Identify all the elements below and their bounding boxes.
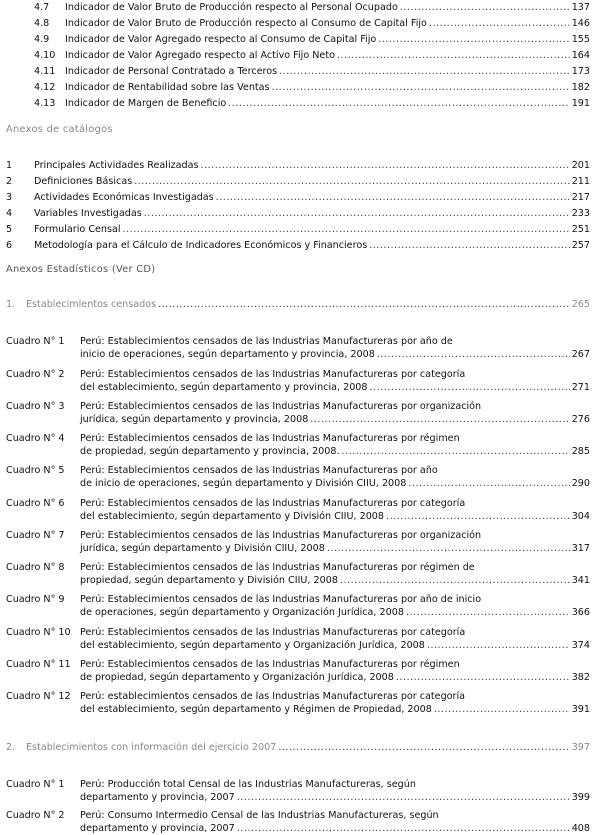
entry-page: 304 <box>571 511 590 522</box>
table-label: Cuadro N° 4 <box>6 433 65 444</box>
table-label: Cuadro N° 5 <box>6 465 65 476</box>
dot-leader <box>434 703 570 716</box>
entry-title-line2: departamento y provincia, 2007 <box>80 823 235 834</box>
entry-title: Principales Actividades Realizadas <box>34 160 199 171</box>
entry-title: Establecimientos censados <box>26 299 157 310</box>
table-label: Cuadro N° 9 <box>6 594 65 605</box>
dot-leader <box>370 381 570 394</box>
entry-title-line1: Perú: Establecimientos censados de las Industrias Manufactureras por régimen <box>80 659 460 670</box>
entry-page: 391 <box>571 704 590 715</box>
entry-title-line2: de propiedad, según departamento y provincia, 2008. <box>80 446 340 457</box>
entry-page: 155 <box>571 34 590 45</box>
dot-leader <box>340 574 570 587</box>
entry-title-line1: Perú: Establecimientos censados de las Industrias Manufactureras por categoría <box>80 369 466 380</box>
entry-title: Indicador de Rentabilidad sobre las Ventas <box>65 82 270 93</box>
entry-title-line1: Perú: Establecimientos censados de las Industrias Manufactureras por año de inicio <box>80 594 482 605</box>
entry-number: 4 <box>6 208 13 219</box>
entry-title-line1: Perú: Establecimientos censados de las Industrias Manufactureras por organización <box>80 530 482 541</box>
entry-title: Establecimientos con información del ejercicio 2007 <box>26 742 277 753</box>
table-label: Cuadro N° 2 <box>6 810 65 821</box>
entry-title: Variables Investigadas <box>34 208 142 219</box>
dot-leader <box>228 97 569 110</box>
entry-title-line1: Perú: Establecimientos censados de las Industrias Manufactureras por año <box>80 465 438 476</box>
entry-number: 2. <box>6 742 16 753</box>
dot-leader <box>377 348 570 361</box>
entry-title: Indicador de Valor Agregado respecto al Activo Fijo Neto <box>65 50 335 61</box>
entry-number: 3 <box>6 192 13 203</box>
dot-leader <box>216 191 570 204</box>
entry-page: 408 <box>571 823 590 834</box>
entry-page: 366 <box>571 607 590 618</box>
entry-number: 2 <box>6 176 13 187</box>
table-label: Cuadro N° 2 <box>6 369 65 380</box>
toc-entry <box>0 81 600 94</box>
entry-title-line2: del establecimiento, según departamento y provincia, 2008 <box>80 382 368 393</box>
entry-title-line2: jurídica, según departamento y División CIIU, 2008 <box>80 543 325 554</box>
dot-leader <box>429 17 570 30</box>
dot-leader <box>158 298 570 311</box>
dot-leader <box>386 510 570 523</box>
entry-number: 4.11 <box>34 66 56 77</box>
entry-page: 290 <box>571 478 590 489</box>
entry-number: 4.8 <box>34 18 50 29</box>
entry-page: 276 <box>571 414 590 425</box>
toc-entry <box>0 159 600 172</box>
entry-title-line2: de inicio de operaciones, según departamento y División CIIU, 2008 <box>80 478 407 489</box>
entry-page: 257 <box>571 240 590 251</box>
toc-section-entry <box>0 741 600 754</box>
entry-title-line1: Perú: Establecimientos censados de las Industrias Manufactureras por categoría <box>80 627 466 638</box>
entry-title-line2: departamento y provincia, 2007 <box>80 792 235 803</box>
dot-leader <box>144 207 570 220</box>
entry-title-line2: propiedad, según departamento y División CIIU, 2008 <box>80 575 338 586</box>
entry-number: 1 <box>6 160 13 171</box>
entry-title-line1: Perú: Establecimientos censados de las Industrias Manufactureras por organización <box>80 401 482 412</box>
toc-entry <box>0 17 600 30</box>
toc-entry <box>0 223 600 236</box>
entry-title-line1: Perú: Establecimientos censados de las Industrias Manufactureras por año de <box>80 336 453 347</box>
section-heading: Anexos de catálogos <box>6 124 113 135</box>
dot-leader <box>337 49 570 62</box>
entry-title-line2: del establecimiento, según departamento y Organización Jurídica, 2008 <box>80 640 425 651</box>
table-label: Cuadro N° 7 <box>6 530 65 541</box>
entry-title: Formulario Censal <box>34 224 121 235</box>
entry-title-line2: inicio de operaciones, según departamento y provincia, 2008 <box>80 349 375 360</box>
dot-leader <box>378 33 569 46</box>
entry-title-line1: Perú: Establecimientos censados de las Industrias Manufactureras por régimen <box>80 433 460 444</box>
entry-number: 4.13 <box>34 98 56 109</box>
dot-leader <box>400 1 570 14</box>
dot-leader <box>201 159 570 172</box>
entry-page: 271 <box>571 382 590 393</box>
entry-title-line1: Perú: establecimientos censados de las Industrias Manufactureras por categoría <box>80 691 466 702</box>
entry-number: 4.10 <box>34 50 56 61</box>
table-label: Cuadro N° 1 <box>6 779 65 790</box>
entry-page: 374 <box>571 640 590 651</box>
dot-leader <box>310 413 569 426</box>
dot-leader <box>327 542 570 555</box>
dot-leader <box>123 223 570 236</box>
entry-page: 397 <box>571 742 590 753</box>
entry-title-line1: Perú: Producción total Censal de las Industrias Manufactureras, según <box>80 779 416 790</box>
entry-number: 4.7 <box>34 2 50 13</box>
entry-number: 1. <box>6 299 16 310</box>
entry-page: 285 <box>571 446 590 457</box>
dot-leader <box>406 606 570 619</box>
table-label: Cuadro N° 10 <box>6 627 71 638</box>
dot-leader <box>278 741 569 754</box>
entry-number: 6 <box>6 240 13 251</box>
toc-entry <box>0 207 600 220</box>
entry-title-line1: Perú: Establecimientos censados de las Industrias Manufactureras por régimen de <box>80 562 475 573</box>
dot-leader <box>342 445 570 458</box>
entry-title-line2: del establecimiento, según departamento y División CIIU, 2008 <box>80 511 385 522</box>
dot-leader <box>237 791 570 804</box>
entry-title: Indicador de Valor Bruto de Producción respecto al Personal Ocupado <box>65 2 398 13</box>
entry-title: Indicador de Personal Contratado a Terceros <box>65 66 278 77</box>
entry-page: 341 <box>571 575 590 586</box>
entry-title: Metodología para el Cálculo de Indicadores Económicos y Financieros <box>34 240 368 251</box>
entry-page: 382 <box>571 672 590 683</box>
entry-title: Actividades Económicas Investigadas <box>34 192 214 203</box>
entry-title: Indicador de Valor Agregado respecto al Consumo de Capital Fijo <box>65 34 377 45</box>
entry-number: 5 <box>6 224 13 235</box>
entry-number: 4.12 <box>34 82 56 93</box>
toc-section-entry <box>0 298 600 311</box>
table-label: Cuadro N° 3 <box>6 401 65 412</box>
entry-page: 265 <box>571 299 590 310</box>
entry-page: 164 <box>571 50 590 61</box>
entry-page: 399 <box>571 792 590 803</box>
dot-leader <box>272 81 570 94</box>
entry-title-line2: de operaciones, según departamento y Organización Jurídica, 2008 <box>80 607 404 618</box>
section-heading: Anexos Estadísticos (Ver CD) <box>6 264 156 275</box>
entry-title: Indicador de Margen de Beneficio <box>65 98 227 109</box>
dot-leader <box>408 477 569 490</box>
entry-page: 211 <box>571 176 590 187</box>
entry-title-line2: del establecimiento, según departamento y Régimen de Propiedad, 2008 <box>80 704 432 715</box>
entry-title: Definiciones Básicas <box>34 176 133 187</box>
table-label: Cuadro N° 11 <box>6 659 71 670</box>
entry-page: 137 <box>571 2 590 13</box>
entry-page: 173 <box>571 66 590 77</box>
toc-entry <box>0 33 600 46</box>
entry-page: 146 <box>571 18 590 29</box>
toc-entry <box>0 65 600 78</box>
table-label: Cuadro N° 1 <box>6 336 65 347</box>
dot-leader <box>396 671 570 684</box>
table-label: Cuadro N° 12 <box>6 691 71 702</box>
toc-entry <box>0 1 600 14</box>
dot-leader <box>427 639 570 652</box>
entry-page: 191 <box>571 98 590 109</box>
entry-page: 182 <box>571 82 590 93</box>
entry-page: 251 <box>571 224 590 235</box>
entry-title-line2: de propiedad, según departamento y Organización Jurídica, 2008 <box>80 672 394 683</box>
toc-entry <box>0 175 600 188</box>
dot-leader <box>369 239 569 252</box>
entry-title-line1: Perú: Establecimientos censados de las Industrias Manufactureras por categoría <box>80 498 466 509</box>
table-label: Cuadro N° 6 <box>6 498 65 509</box>
toc-entry <box>0 191 600 204</box>
entry-page: 233 <box>571 208 590 219</box>
entry-number: 4.9 <box>34 34 50 45</box>
toc-entry <box>0 49 600 62</box>
dot-leader <box>134 175 569 188</box>
entry-page: 217 <box>571 192 590 203</box>
entry-page: 201 <box>571 160 590 171</box>
table-label: Cuadro N° 8 <box>6 562 65 573</box>
toc-entry <box>0 239 600 252</box>
entry-page: 317 <box>571 543 590 554</box>
dot-leader <box>237 822 570 835</box>
toc-entry <box>0 97 600 110</box>
entry-title: Indicador de Valor Bruto de Producción respecto al Consumo de Capital Fijo <box>65 18 427 29</box>
entry-title-line2: jurídica, según departamento y provincia, 2008 <box>80 414 309 425</box>
entry-title-line1: Perú: Consumo Intermedio Censal de las Industrias Manufactureras, según <box>80 810 439 821</box>
entry-page: 267 <box>571 349 590 360</box>
dot-leader <box>279 65 570 78</box>
